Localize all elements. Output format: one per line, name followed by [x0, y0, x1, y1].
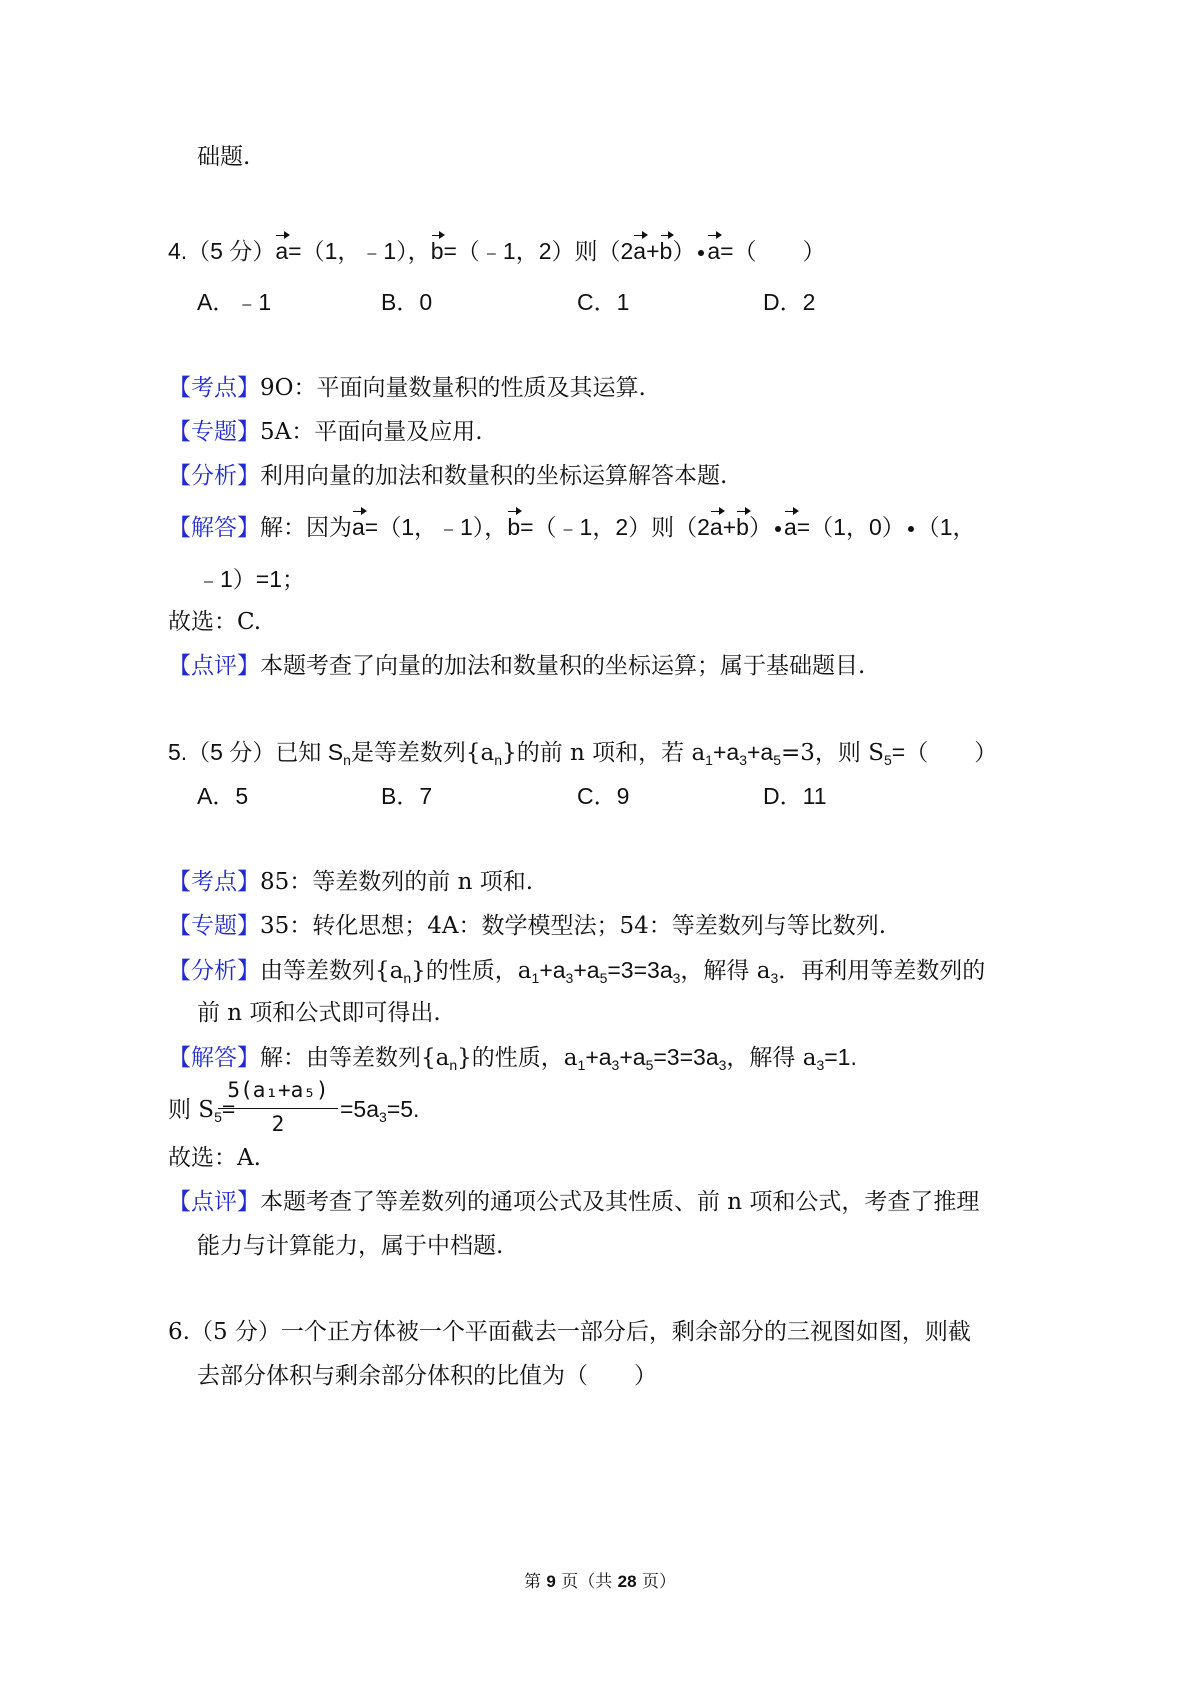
q5-dianping — [168, 1187, 979, 1217]
jieda-tag: 【解答】 — [168, 515, 260, 541]
subscript: 1 — [577, 1057, 586, 1073]
vector-a: a — [275, 238, 289, 264]
formula-end: =5. — [386, 1096, 420, 1122]
vector-a: a — [783, 514, 797, 540]
formula-tail: =5a — [340, 1096, 380, 1122]
fraction-numerator: 5(a₁+a₅) — [227, 1078, 329, 1102]
subscript: n — [403, 970, 412, 986]
q5-answer-blank: =（ ） — [891, 739, 998, 765]
dianping-text: 本题考查了向量的加法和数量积的坐标运算；属于基础题目. — [260, 653, 866, 679]
q5-fenxi-line2: 前 n 项和公式即可得出. — [197, 1000, 441, 1026]
q5-stem-d: =3，则 S — [781, 740, 884, 766]
zhuanti-text: 5A：平面向量及应用. — [260, 419, 483, 445]
zhuanti-tag: 【专题】 — [168, 913, 260, 939]
plus-a: +a — [573, 957, 600, 983]
jieda-tag: 【解答】 — [168, 1045, 260, 1071]
jieda-mid: =（1，0） — [796, 514, 905, 540]
q4-option-d: D．2 — [763, 289, 816, 315]
jieda-text: =1. — [824, 1044, 857, 1070]
subscript: 5 — [884, 752, 892, 768]
fenxi-text: 利用向量的加法和数量积的坐标运算解答本题. — [260, 463, 728, 489]
subscript: 3 — [770, 970, 779, 986]
zhuanti-text: 35：转化思想；4A：数学模型法；54：等差数列与等比数列. — [260, 913, 887, 939]
jieda-text: =3=3a — [653, 1044, 719, 1070]
q4-zhuanti — [168, 417, 483, 447]
subscript: 3 — [672, 970, 681, 986]
question-6-stem-line2: 去部分体积与剩余部分体积的比值为（ ） — [197, 1363, 657, 1389]
q4-eq-b: =（﹣1，2）则（2 — [443, 238, 634, 264]
q5-stem-b: 是等差数列{a — [350, 740, 495, 766]
jieda-end: （1， — [916, 514, 976, 540]
page-number: 9 — [546, 1572, 556, 1591]
subscript: 1 — [705, 752, 713, 768]
dianping-text: 本题考查了等差数列的通项公式及其性质、前 n 项和公式，考查了推理 — [260, 1189, 980, 1215]
kaodian-text: 85：等差数列的前 n 项和. — [260, 869, 534, 895]
q4-option-a: A．﹣1 — [197, 289, 272, 315]
q5-option-b: B．7 — [381, 783, 433, 809]
vector-b: b — [507, 514, 521, 540]
equals: = — [221, 1096, 236, 1122]
q4-plus: + — [646, 238, 660, 264]
fenxi-text: ，解得 a — [680, 958, 771, 984]
footer-text: 页） — [636, 1572, 676, 1592]
footer-text: 页（共 — [555, 1572, 618, 1592]
fraction-bar — [218, 1108, 338, 1109]
q5-option-a: A．5 — [197, 783, 249, 809]
jieda-text: 解：由等差数列{a — [260, 1045, 450, 1071]
plus-a: +a — [619, 1044, 646, 1070]
footer-text: 第 — [523, 1572, 547, 1592]
q5-option-d: D．11 — [763, 783, 827, 809]
dot-product-icon — [908, 526, 914, 532]
jieda-text: ，解得 a — [726, 1045, 817, 1071]
dianping-tag: 【点评】 — [168, 1189, 260, 1215]
plus-a: +a — [712, 739, 740, 765]
subscript: 3 — [816, 1057, 825, 1073]
kaodian-tag: 【考点】 — [168, 375, 260, 401]
dot-product-icon — [775, 526, 781, 532]
q5-jieda — [168, 1042, 857, 1073]
subscript: 5 — [214, 1109, 222, 1125]
subscript: 5 — [773, 752, 782, 768]
plus-a: +a — [539, 957, 566, 983]
q5-stem-c: }的前 n 项和，若 a — [502, 740, 706, 766]
subscript: 5 — [599, 970, 608, 986]
kaodian-text: 9O：平面向量数量积的性质及其运算. — [260, 375, 646, 401]
page-total: 28 — [617, 1572, 637, 1591]
page-footer — [0, 1567, 1200, 1592]
vector-a: a — [352, 514, 365, 540]
fenxi-text: ．再利用等差数列的 — [778, 958, 986, 984]
subscript: 1 — [531, 970, 540, 986]
dot-product-icon — [698, 250, 704, 256]
jieda-eq-b: =（﹣1，2）则（2 — [520, 514, 710, 540]
subscript: n — [494, 752, 503, 768]
subscript: n — [449, 1057, 458, 1073]
q4-answer-blank: =（ ） — [720, 238, 826, 264]
q5-dianping-line2: 能力与计算能力，属于中档题. — [197, 1233, 504, 1259]
q4-eq-a: =（1，﹣1）， — [288, 238, 431, 264]
q5-guxuan: 故选：A. — [168, 1145, 261, 1171]
q5-kaodian — [168, 867, 533, 897]
subscript: 3 — [718, 1057, 727, 1073]
fraction-denominator: 2 — [271, 1112, 285, 1136]
fraction — [218, 1078, 338, 1142]
jieda-eq-a: =（1，﹣1）， — [364, 514, 508, 540]
q4-option-b: B．0 — [381, 289, 433, 315]
plus-a: +a — [746, 739, 774, 765]
jieda-text: }的性质，a — [457, 1045, 578, 1071]
fenxi-tag: 【分析】 — [168, 463, 260, 489]
subscript: 3 — [379, 1109, 387, 1125]
q4-kaodian — [168, 373, 646, 403]
vector-a: a — [709, 514, 723, 540]
continued-text: 础题. — [197, 144, 251, 170]
jieda-plus: + — [722, 514, 737, 540]
q5-stem-a: 5.（5 分）已知 S — [168, 739, 344, 765]
q4-jieda-line2: ﹣1）=1； — [197, 566, 306, 592]
jieda-close-paren: ） — [748, 515, 772, 541]
q4-jieda — [168, 512, 976, 543]
q5-zhuanti — [168, 911, 886, 941]
fenxi-text: =3=3a — [607, 957, 673, 983]
kaodian-tag: 【考点】 — [168, 869, 260, 895]
q5-fenxi — [168, 955, 985, 986]
q4-number: 4.（5 分） — [168, 238, 276, 264]
fenxi-text: 由等差数列{a — [260, 958, 404, 984]
fenxi-tag: 【分析】 — [168, 958, 260, 984]
q4-close-paren: ） — [672, 239, 696, 265]
question-4-stem — [168, 236, 826, 267]
q4-fenxi — [168, 461, 727, 491]
q5-formula-tail — [340, 1094, 419, 1124]
subscript: n — [343, 752, 351, 768]
vector-a: a — [707, 238, 721, 264]
zhuanti-tag: 【专题】 — [168, 419, 260, 445]
subscript: 3 — [565, 970, 574, 986]
q4-guxuan: 故选：C. — [168, 609, 262, 635]
subscript: 3 — [611, 1057, 620, 1073]
plus-a: +a — [585, 1044, 612, 1070]
q4-dianping — [168, 651, 865, 681]
q5-option-c: C．9 — [577, 783, 630, 809]
jieda-prefix: 解：因为 — [260, 515, 352, 541]
q4-option-c: C．1 — [577, 289, 630, 315]
fenxi-text: }的性质，a — [411, 958, 532, 984]
formula-prefix: 则 S — [168, 1097, 215, 1123]
vector-b: b — [736, 514, 749, 540]
question-6-stem: 6.（5 分）一个正方体被一个平面截去一部分后，剩余部分的三视图如图，则截 — [168, 1319, 971, 1345]
vector-a: a — [633, 238, 647, 264]
vector-b: b — [659, 238, 673, 264]
subscript: 3 — [739, 752, 747, 768]
question-5-stem — [168, 737, 997, 768]
dianping-tag: 【点评】 — [168, 653, 260, 679]
subscript: 5 — [645, 1057, 654, 1073]
vector-b: b — [430, 238, 444, 264]
